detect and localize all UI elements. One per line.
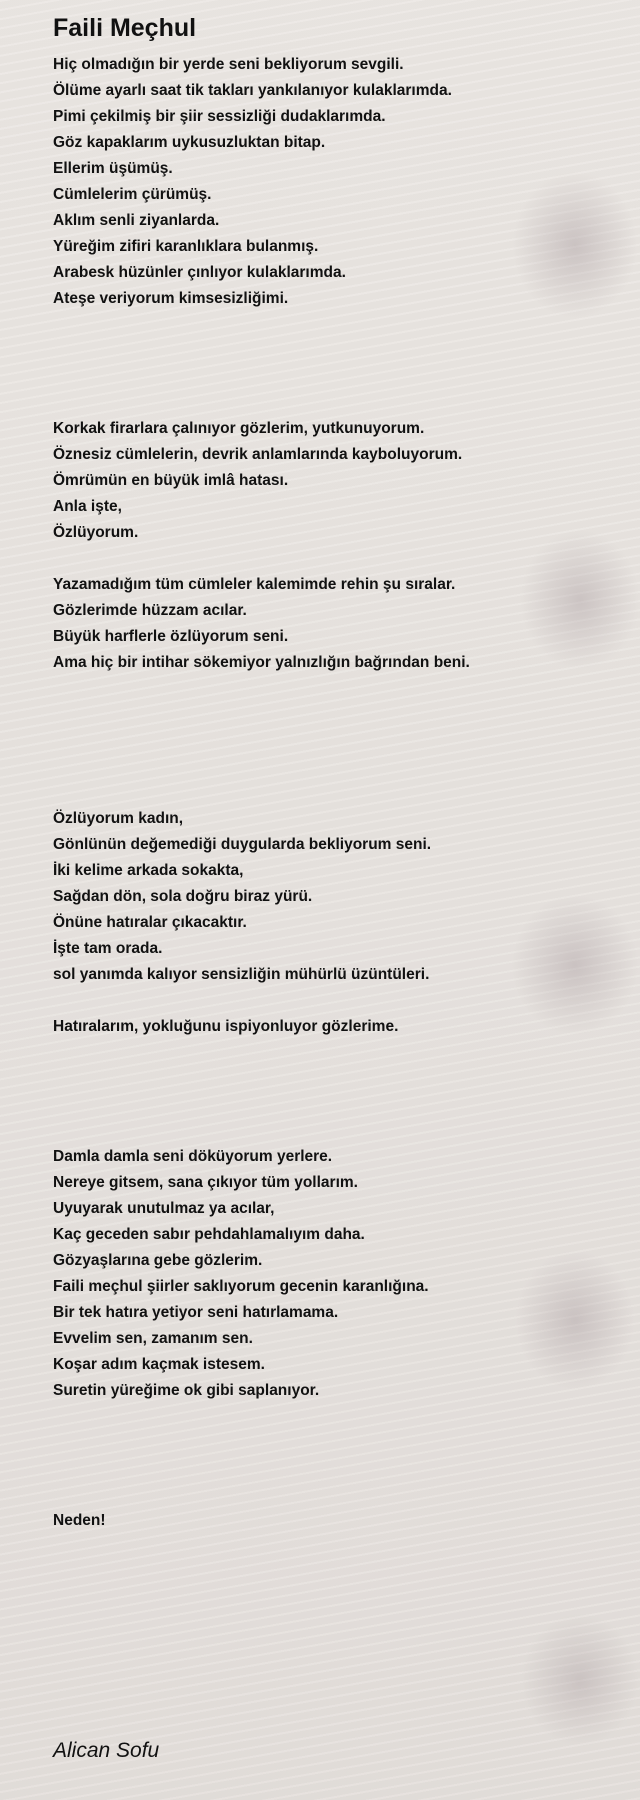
- poem-line: Gözyaşlarına gebe gözlerim.: [53, 1252, 263, 1269]
- poem-line: Ama hiç bir intihar sökemiyor yalnızlığın bağrından beni.: [53, 654, 470, 671]
- stanza-gap: [53, 1482, 613, 1508]
- stanza-gap: [53, 1404, 613, 1430]
- poem-line: Pimi çekilmiş bir şiir sessizliği dudaklarımda.: [53, 108, 386, 125]
- poem-line: Hatıralarım, yokluğunu ispiyonluyor gözlerime.: [53, 1018, 399, 1035]
- poem-line: Büyük harflerle özlüyorum seni.: [53, 628, 289, 645]
- poem-line: Suretin yüreğime ok gibi saplanıyor.: [53, 1382, 320, 1399]
- poem-line: Öznesiz cümlelerin, devrik anlamlarında kayboluyorum.: [53, 446, 463, 463]
- stanza-gap: [53, 390, 613, 416]
- poem-line: Göz kapaklarım uykusuzluktan bitap.: [53, 134, 326, 151]
- poem-line: Uyuyarak unutulmaz ya acılar,: [53, 1200, 275, 1217]
- poem-line: Kaç geceden sabır pehdahlamalıyım daha.: [53, 1226, 365, 1243]
- stanza-gap: [53, 1456, 613, 1482]
- poem-line: Anla işte,: [53, 498, 122, 515]
- poem-line: sol yanımda kalıyor sensizliğin mühürlü üzüntüleri.: [53, 966, 430, 983]
- poem-line: Aklım senli ziyanlarda.: [53, 212, 220, 229]
- poem-line: Yazamadığım tüm cümleler kalemimde rehin şu sıralar.: [53, 576, 456, 593]
- poem-author: Alican Sofu: [53, 1739, 160, 1762]
- stanza-gap: [53, 1066, 613, 1092]
- stanza-gap: [53, 728, 613, 754]
- poem-line: Gözlerimde hüzzam acılar.: [53, 602, 247, 619]
- poem-line: Ölüme ayarlı saat tik takları yankılanıyor kulaklarımda.: [53, 82, 452, 99]
- stanza-gap: [53, 1092, 613, 1118]
- stanza-gap: [53, 676, 613, 702]
- poem-line: İki kelime arkada sokakta,: [53, 862, 244, 879]
- stanza-gap: [53, 546, 613, 572]
- stanza-gap: [53, 754, 613, 780]
- poem-line: Özlüyorum.: [53, 524, 139, 541]
- poem-line: Bir tek hatıra yetiyor seni hatırlamama.: [53, 1304, 339, 1321]
- poem-line: Hiç olmadığın bir yerde seni bekliyorum sevgili.: [53, 56, 404, 73]
- stanza-gap: [53, 1040, 613, 1066]
- poem-line: Cümlelerim çürümüş.: [53, 186, 212, 203]
- poem-line: Koşar adım kaçmak istesem.: [53, 1356, 265, 1373]
- stanza-gap: [53, 364, 613, 390]
- poem-line: Evvelim sen, zamanım sen.: [53, 1330, 253, 1347]
- poem-line: Nereye gitsem, sana çıkıyor tüm yollarım.: [53, 1174, 358, 1191]
- poem-line: Gönlünün değemediği duygularda bekliyorum seni.: [53, 836, 432, 853]
- poem-body: [53, 52, 613, 1534]
- poem-title: Faili Meçhul: [53, 14, 197, 42]
- poem-line: Faili meçhul şiirler saklıyorum gecenin karanlığına.: [53, 1278, 429, 1295]
- poem-line: Neden!: [53, 1512, 106, 1529]
- stanza-gap: [53, 780, 613, 806]
- poem-line: Korkak firarlara çalınıyor gözlerim, yutkunuyorum.: [53, 420, 425, 437]
- stanza-gap: [53, 1118, 613, 1144]
- poem-line: Özlüyorum kadın,: [53, 810, 184, 827]
- poem-line: Ellerim üşümüş.: [53, 160, 173, 177]
- poem-line: İşte tam orada.: [53, 940, 163, 957]
- stanza-gap: [53, 338, 613, 364]
- poem-line: Yüreğim zifiri karanlıklara bulanmış.: [53, 238, 319, 255]
- poem-line: Arabesk hüzünler çınlıyor kulaklarımda.: [53, 264, 346, 281]
- stanza-gap: [53, 1430, 613, 1456]
- poem-line: Ömrümün en büyük imlâ hatası.: [53, 472, 289, 489]
- stanza-gap: [53, 988, 613, 1014]
- stanza-gap: [53, 702, 613, 728]
- poem-line: Ateşe veriyorum kimsesizliğimi.: [53, 290, 289, 307]
- poem-line: Önüne hatıralar çıkacaktır.: [53, 914, 247, 931]
- poem-line: Sağdan dön, sola doğru biraz yürü.: [53, 888, 313, 905]
- stanza-gap: [53, 312, 613, 338]
- poem-line: Damla damla seni döküyorum yerlere.: [53, 1148, 333, 1165]
